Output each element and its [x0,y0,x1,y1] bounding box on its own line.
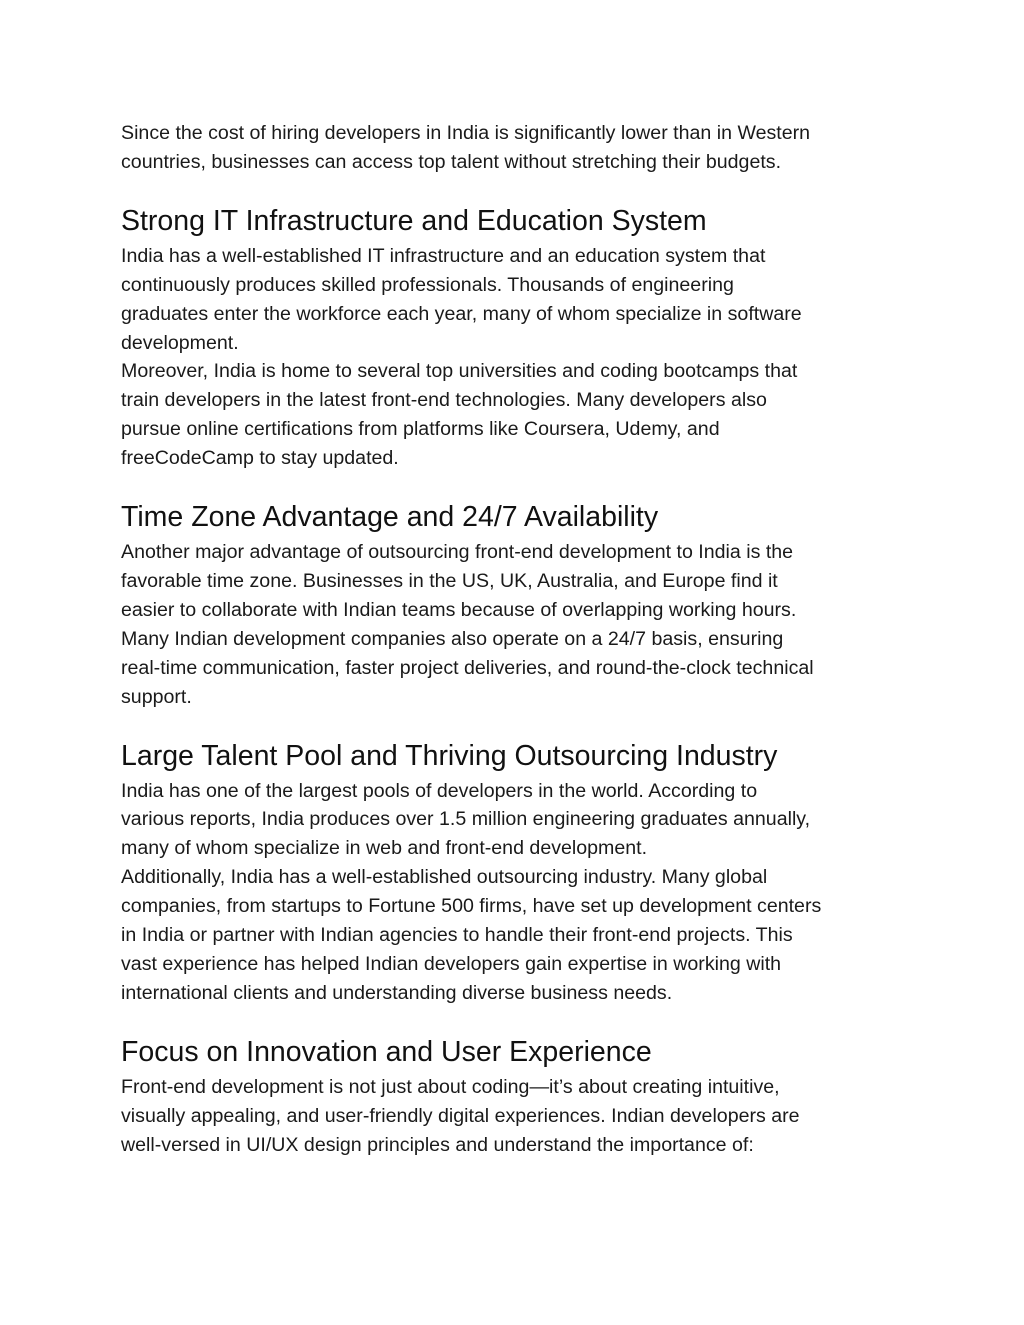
section-it-infrastructure [121,201,911,473]
section-talent-pool [121,736,911,1008]
section-heading: Strong IT Infrastructure and Education System [121,204,707,237]
section-heading: Large Talent Pool and Thriving Outsourcing Industry [121,739,778,772]
section-paragraph: Additionally, India has a well-established outsourcing industry. Many global companies, from startups to Fortune 500 firms, have set up development centers in India or partner with Indian agencies to handle their front-end projects. This vast experience has helped Indian developers gain expertise in working with international clients and understanding diverse business needs. [121,866,822,1004]
section-heading: Focus on Innovation and User Experience [121,1035,652,1068]
section-paragraph: Front-end development is not just about coding—it’s about creating intuitive, visually appealing, and user-friendly digital experiences. Indian developers are well-versed in UI/UX design principles and understand the importance of: [121,1075,800,1156]
section-paragraph: India has one of the largest pools of developers in the world. According to various reports, India produces over 1.5 million engineering graduates annually, many of whom specialize in web and front-end development. [121,779,811,860]
intro-paragraph: Since the cost of hiring developers in India is significantly lower than in Western countries, businesses can access top talent without stretching their budgets. [121,122,811,173]
section-heading: Time Zone Advantage and 24/7 Availability [121,501,659,534]
section-paragraph: Moreover, India is home to several top universities and coding bootcamps that train developers in the latest front-end technologies. Many developers also pursue online certifications from platforms like Coursera, Udemy, and freeCodeCamp to stay updated. [121,360,798,470]
section-time-zone [121,497,911,711]
document-page [121,119,911,1159]
section-innovation-ux [121,1032,911,1160]
section-paragraph: Another major advantage of outsourcing front-end development to India is the favorable time zone. Businesses in the US, UK, Australia, and Europe find it easier to collaborate with Indian teams because of overlapping working hours. Many Indian development companies also operate on a 24/7 basis, ensuring real-time communication, faster project deliveries, and round-the-clock technical support. [121,541,814,708]
section-paragraph: India has a well-established IT infrastructure and an education system that continuously produces skilled professionals. Thousands of engineering graduates enter the workforce each year, many of whom specialize in software development. [121,244,802,354]
